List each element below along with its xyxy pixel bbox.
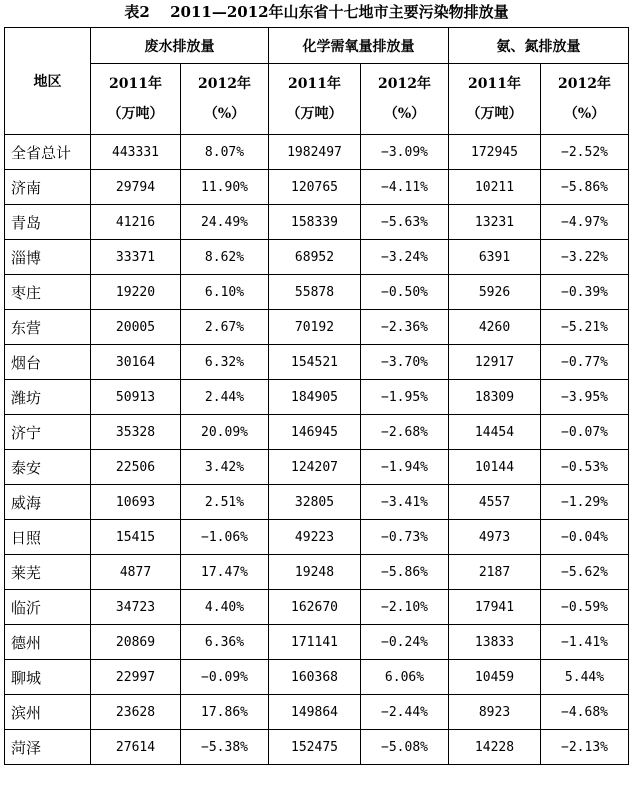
value-cell: 6.10% [181, 275, 269, 310]
table-row [5, 660, 629, 695]
value-cell: 6.32% [181, 345, 269, 380]
value-cell: 22997 [91, 660, 181, 695]
value-cell: −0.73% [361, 520, 449, 555]
table-row [5, 205, 629, 240]
table-row [5, 590, 629, 625]
value-cell: −1.06% [181, 520, 269, 555]
header-region: 地区 [5, 28, 91, 135]
value-cell: 20.09% [181, 415, 269, 450]
value-cell: 6391 [449, 240, 541, 275]
value-cell: 4557 [449, 485, 541, 520]
region-cell: 日照 [5, 520, 91, 555]
value-cell: −3.22% [541, 240, 629, 275]
header-subcol [541, 64, 629, 135]
value-cell: −2.13% [541, 730, 629, 765]
header-subcol [91, 64, 181, 135]
value-cell: −5.21% [541, 310, 629, 345]
value-cell: −3.95% [541, 380, 629, 415]
value-cell: 24.49% [181, 205, 269, 240]
value-cell: 4877 [91, 555, 181, 590]
value-cell: 10144 [449, 450, 541, 485]
header-subcol-unit: （%） [383, 106, 426, 122]
value-cell: 35328 [91, 415, 181, 450]
value-cell: 149864 [269, 695, 361, 730]
value-cell: 19248 [269, 555, 361, 590]
value-cell: −1.29% [541, 485, 629, 520]
value-cell: −5.62% [541, 555, 629, 590]
value-cell: 18309 [449, 380, 541, 415]
region-cell: 泰安 [5, 450, 91, 485]
header-subcol-unit: （万吨） [286, 106, 343, 122]
value-cell: −2.10% [361, 590, 449, 625]
region-cell: 威海 [5, 485, 91, 520]
header-subcol-unit: （万吨） [107, 106, 164, 122]
value-cell: 443331 [91, 135, 181, 170]
value-cell: 2187 [449, 555, 541, 590]
table-row [5, 415, 629, 450]
value-cell: −4.11% [361, 170, 449, 205]
value-cell: −3.24% [361, 240, 449, 275]
table-row [5, 520, 629, 555]
value-cell: 8.07% [181, 135, 269, 170]
header-subcol [361, 64, 449, 135]
value-cell: 10459 [449, 660, 541, 695]
region-cell: 烟台 [5, 345, 91, 380]
region-cell: 滨州 [5, 695, 91, 730]
region-cell: 全省总计 [5, 135, 91, 170]
table-row [5, 485, 629, 520]
value-cell: 49223 [269, 520, 361, 555]
value-cell: −5.38% [181, 730, 269, 765]
value-cell: 160368 [269, 660, 361, 695]
value-cell: 13833 [449, 625, 541, 660]
value-cell: 17.86% [181, 695, 269, 730]
header-subcol [181, 64, 269, 135]
value-cell: 154521 [269, 345, 361, 380]
header-subcol-year: 2012年 [198, 76, 251, 92]
value-cell: 14228 [449, 730, 541, 765]
table-row [5, 275, 629, 310]
value-cell: 33371 [91, 240, 181, 275]
value-cell: 6.06% [361, 660, 449, 695]
value-cell: 50913 [91, 380, 181, 415]
value-cell: −3.41% [361, 485, 449, 520]
value-cell: 5.44% [541, 660, 629, 695]
value-cell: 10211 [449, 170, 541, 205]
value-cell: 29794 [91, 170, 181, 205]
value-cell: 120765 [269, 170, 361, 205]
value-cell: 124207 [269, 450, 361, 485]
value-cell: 8.62% [181, 240, 269, 275]
value-cell: 32805 [269, 485, 361, 520]
value-cell: 14454 [449, 415, 541, 450]
header-group-ammonia: 氨、氮排放量 [449, 28, 629, 64]
header-subcol-year: 2011年 [468, 76, 521, 92]
value-cell: 13231 [449, 205, 541, 240]
header-group-cod: 化学需氧量排放量 [269, 28, 449, 64]
region-cell: 聊城 [5, 660, 91, 695]
value-cell: −0.07% [541, 415, 629, 450]
table-title: 表2 2011—2012年山东省十七地市主要污染物排放量 [124, 3, 509, 21]
value-cell: 10693 [91, 485, 181, 520]
region-cell: 青岛 [5, 205, 91, 240]
value-cell: −3.70% [361, 345, 449, 380]
header-subcol-year: 2012年 [558, 76, 611, 92]
header-subcol [269, 64, 361, 135]
region-cell: 枣庄 [5, 275, 91, 310]
value-cell: −1.94% [361, 450, 449, 485]
value-cell: −2.36% [361, 310, 449, 345]
value-cell: 2.67% [181, 310, 269, 345]
value-cell: −2.44% [361, 695, 449, 730]
region-cell: 莱芜 [5, 555, 91, 590]
table-row [5, 730, 629, 765]
value-cell: 146945 [269, 415, 361, 450]
value-cell: 4973 [449, 520, 541, 555]
value-cell: 171141 [269, 625, 361, 660]
region-cell: 菏泽 [5, 730, 91, 765]
value-cell: 15415 [91, 520, 181, 555]
value-cell: −0.77% [541, 345, 629, 380]
value-cell: 22506 [91, 450, 181, 485]
value-cell: 152475 [269, 730, 361, 765]
region-cell: 东营 [5, 310, 91, 345]
value-cell: 17941 [449, 590, 541, 625]
value-cell: 55878 [269, 275, 361, 310]
value-cell: 12917 [449, 345, 541, 380]
value-cell: −1.95% [361, 380, 449, 415]
value-cell: 162670 [269, 590, 361, 625]
header-subcol [449, 64, 541, 135]
value-cell: 184905 [269, 380, 361, 415]
value-cell: −4.97% [541, 205, 629, 240]
value-cell: −0.24% [361, 625, 449, 660]
region-cell: 潍坊 [5, 380, 91, 415]
value-cell: −0.39% [541, 275, 629, 310]
value-cell: 4260 [449, 310, 541, 345]
region-cell: 淄博 [5, 240, 91, 275]
value-cell: −2.68% [361, 415, 449, 450]
value-cell: 158339 [269, 205, 361, 240]
value-cell: −4.68% [541, 695, 629, 730]
region-cell: 济宁 [5, 415, 91, 450]
value-cell: −0.09% [181, 660, 269, 695]
emissions-table [4, 27, 629, 765]
table-row [5, 695, 629, 730]
table-row [5, 170, 629, 205]
table-row [5, 135, 629, 170]
region-cell: 临沂 [5, 590, 91, 625]
value-cell: 41216 [91, 205, 181, 240]
value-cell: 172945 [449, 135, 541, 170]
value-cell: 3.42% [181, 450, 269, 485]
header-subcol-unit: （%） [563, 106, 606, 122]
header-subcol-year: 2011年 [109, 76, 162, 92]
value-cell: 2.44% [181, 380, 269, 415]
value-cell: −2.52% [541, 135, 629, 170]
header-subcol-unit: （万吨） [466, 106, 523, 122]
value-cell: −5.86% [541, 170, 629, 205]
value-cell: 30164 [91, 345, 181, 380]
value-cell: 19220 [91, 275, 181, 310]
region-cell: 德州 [5, 625, 91, 660]
header-group-wastewater: 废水排放量 [91, 28, 269, 64]
value-cell: −1.41% [541, 625, 629, 660]
value-cell: 11.90% [181, 170, 269, 205]
table-row [5, 345, 629, 380]
value-cell: −5.08% [361, 730, 449, 765]
value-cell: 8923 [449, 695, 541, 730]
value-cell: 23628 [91, 695, 181, 730]
value-cell: −0.04% [541, 520, 629, 555]
value-cell: 4.40% [181, 590, 269, 625]
value-cell: −5.63% [361, 205, 449, 240]
value-cell: −3.09% [361, 135, 449, 170]
table-row [5, 380, 629, 415]
table-row [5, 240, 629, 275]
value-cell: 1982497 [269, 135, 361, 170]
table-row [5, 555, 629, 590]
value-cell: −0.53% [541, 450, 629, 485]
header-subcol-unit: （%） [203, 106, 246, 122]
table-row [5, 450, 629, 485]
header-subcol-year: 2011年 [288, 76, 341, 92]
value-cell: 27614 [91, 730, 181, 765]
region-cell: 济南 [5, 170, 91, 205]
value-cell: −0.59% [541, 590, 629, 625]
value-cell: 2.51% [181, 485, 269, 520]
value-cell: 70192 [269, 310, 361, 345]
value-cell: 5926 [449, 275, 541, 310]
value-cell: 68952 [269, 240, 361, 275]
table-row [5, 310, 629, 345]
value-cell: 6.36% [181, 625, 269, 660]
value-cell: 17.47% [181, 555, 269, 590]
value-cell: 34723 [91, 590, 181, 625]
value-cell: −0.50% [361, 275, 449, 310]
table-row [5, 625, 629, 660]
value-cell: 20005 [91, 310, 181, 345]
value-cell: −5.86% [361, 555, 449, 590]
value-cell: 20869 [91, 625, 181, 660]
header-subcol-year: 2012年 [378, 76, 431, 92]
